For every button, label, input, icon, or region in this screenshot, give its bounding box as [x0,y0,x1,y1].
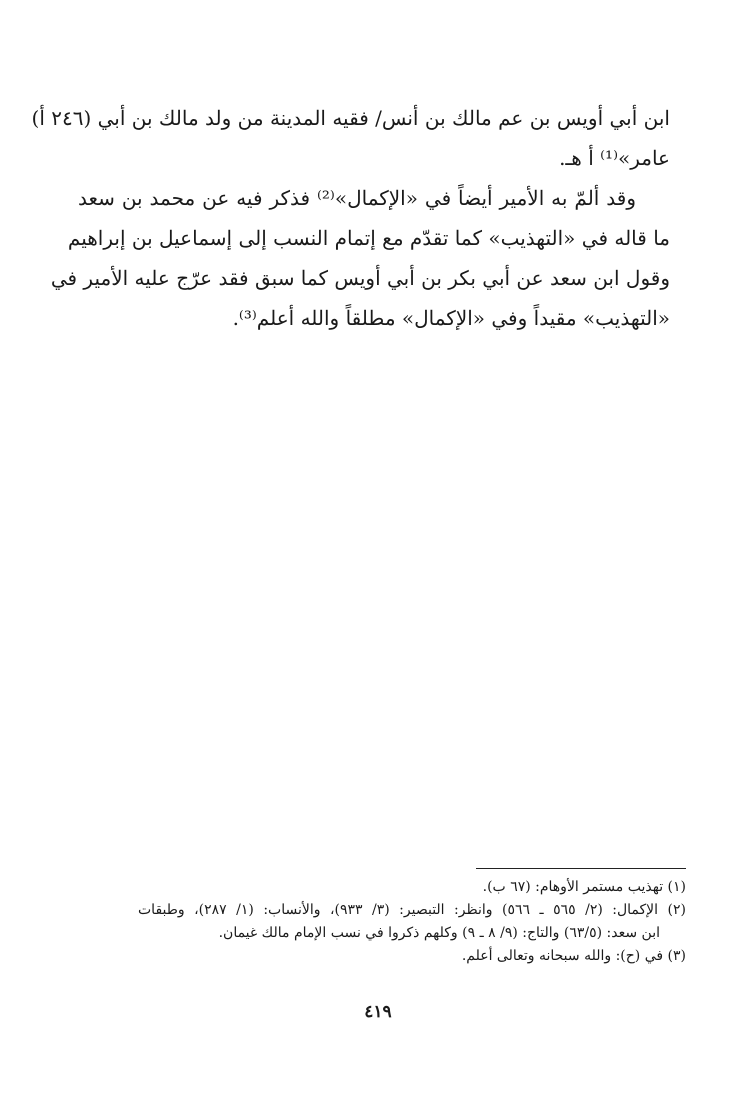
footnote-separator [476,868,686,869]
footnote-2-continuation: ابن سعد: (٦٣/٥) والتاج: (٩/ ٨ ـ ٩) وكلهم ذكروا في نسب الإمام مالك غيمان. [218,925,660,941]
text-line: ابن أبي أويس بن عم مالك بن أنس/ فقيه المدينة من ولد مالك بن أبي (٢٤٦ أ) [31,106,670,130]
footnote-1: (١) تهذيب مستمر الأوهام: (٦٧ ب). [482,879,686,895]
text-line: وقول ابن سعد عن أبي بكر بن أبي أويس كما سبق فقد عرّج عليه الأمير في [50,266,670,290]
page-number: ٤١٩ [364,1002,392,1022]
footnote-2: (٢) الإكمال: (٢/ ٥٦٥ ـ ٥٦٦) وانظر: التبصير: (٣/ ٩٣٣)، والأنساب: (١/ ٢٨٧)، وطبقات [138,902,686,918]
text-line: وقد ألمّ به الأمير أيضاً في «الإكمال»⁽²⁾ فذكر فيه عن محمد بن سعد [78,186,636,210]
text-line: عامر»⁽¹⁾ أ هـ. [559,146,670,170]
footnote-3: (٣) في (ح): والله سبحانه وتعالى أعلم. [461,948,686,964]
footnotes [138,876,686,968]
text-line: «التهذيب» مقيداً وفي «الإكمال» مطلقاً والله أعلم⁽³⁾. [232,306,670,330]
text-line: ما قاله في «التهذيب» كما تقدّم مع إتمام النسب إلى إسماعيل بن إبراهيم [67,226,670,250]
main-text [31,98,670,338]
